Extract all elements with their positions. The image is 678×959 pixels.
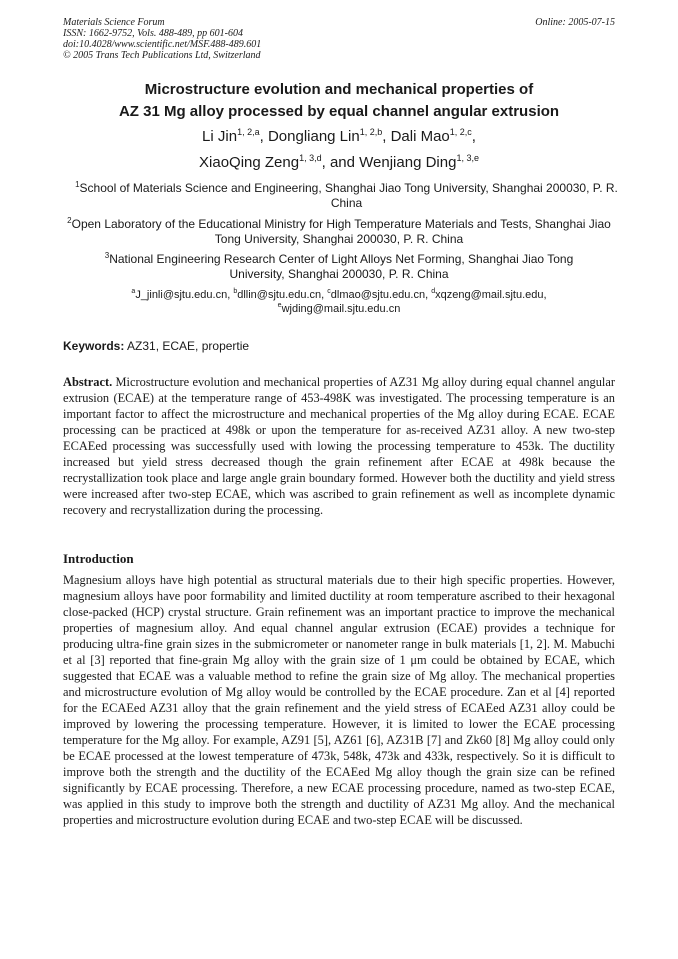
author-sup: 1, 3,d <box>299 153 322 163</box>
email-sup: b <box>233 288 238 295</box>
journal-header <box>63 17 261 61</box>
issn: ISSN: 1662-9752, Vols. 488-489, pp 601-604 <box>63 28 243 39</box>
online-date: Online: 2005-07-15 <box>535 17 615 28</box>
affiliation-text: School of Materials Science and Engineering, Shanghai Jiao Tong University, Shanghai 200030, P. R. China <box>79 181 618 210</box>
affiliation-text: National Engineering Research Center of Light Alloys Net Forming, Shanghai Jiao Tong University, Shanghai 200030, P. R. China <box>109 252 574 281</box>
email-link[interactable]: wjding@mail.sjtu.edu.cn <box>281 303 401 315</box>
abstract <box>63 374 615 518</box>
title-line-1: Microstructure evolution and mechanical properties of <box>144 81 534 98</box>
author-name: Dali Mao <box>390 128 450 145</box>
author-sup: 1, 3,e <box>456 153 479 163</box>
email-sup: c <box>327 288 331 295</box>
abstract-text: Microstructure evolution and mechanical properties of AZ31 Mg alloy during equal channel angular extrusion (ECAE) at the temperature range of 453-498K was investigated. The processing temperature is an important factor to affect the microstructure and mechanical properties of the Mg alloy during ECAE. ECAE processing can be practiced at 498k or upon the temperature for as-received AZ31 alloy. A new two-step ECAEed processing was successfully used with lowing the processing temperature to 453k. The ductility increased but yield stress decreased though the grain refinement after ECAE at 498k because the recrystallization took place and large angle grain boundary formed. However both the ductility and yield stress were increased after two-step ECAE, which was ascribed to grain refinement as well as incomplete dynamic recovery and recrystallization during the processing. <box>63 375 615 517</box>
author-name: Li Jin <box>202 128 238 145</box>
affiliation-sup: 3 <box>104 251 110 260</box>
author-sup: 1, 2,b <box>359 127 383 137</box>
email-sup: a <box>131 288 136 295</box>
doi: doi:10.4028/www.scientific.net/MSF.488-489.601 <box>63 39 262 50</box>
author-sup: 1, 2,a <box>237 127 260 137</box>
email-link[interactable]: xqzeng@mail.sjtu.edu, <box>435 289 547 301</box>
author-sep: , <box>259 128 268 145</box>
affiliation-text: Open Laboratory of the Educational Ministry for High Temperature Materials and Tests, Shanghai Jiao Tong University, Shanghai 200030, P. R. China <box>71 217 611 246</box>
keywords-text: AZ31, ECAE, propertie <box>124 339 250 353</box>
author-sep: , <box>471 128 476 145</box>
email-sup: e <box>277 302 282 309</box>
author-sup: 1, 2,c <box>449 127 472 137</box>
paper-title <box>40 80 638 121</box>
email-link[interactable]: dlmao@sjtu.edu.cn, <box>330 289 432 301</box>
introduction-text: Magnesium alloys have high potential as structural materials due to their high specific properties. However, magnesium alloys have poor formability and limited ductility at room temperature ascribed to their hexagonal close-packed (HCP) crystal structure. Grain refinement was an important practice to improve the mechanical properties of magnesium alloy. And equal channel angular extrusion (ECAE) provides a technique for producing ultra-fine grain sizes in the submicrometer or nanometer range in bulk materials [1, 2]. M. Mabuchi et al [3] reported that fine-grain Mg alloy with the grain size of 1 μm could be obtained by ECAE, which suggested that ECAE was a valuable method to refine the grain size of Mg alloy. The mechanical properties and microstructure evolution of Mg alloy would be controlled by the ECAE procedure. Zan et al [4] reported for the ECAEed AZ31 alloy that the grain refinement and the yield stress of ECAEed AZ31 alloy could be improved by lowering the processing temperature. However, it is limited to lower the ECAE processing temperature for the Mg alloy. For example, AZ91 [5], AZ61 [6], AZ31B [7] and Zk60 [8] Mg alloy could only be ECAE processed at the lowest temperature of 473k, 548k, 473k and 433k, respectively. So it is difficult to improve both the strength and the ductility of the ECAEed Mg alloy though the grain size can be refined significantly by ECAE processing. Therefore, a new ECAE processing procedure, named as two-step ECAE, was applied in this study to improve both the strength and ductility of AZ31 Mg alloy. And the mechanical properties and microstructure evolution during ECAE and two-step ECAE will be discussed. <box>63 573 615 827</box>
copyright: © 2005 Trans Tech Publications Ltd, Switzerland <box>63 50 261 61</box>
keywords <box>63 339 249 353</box>
affiliation-sup: 1 <box>75 180 80 189</box>
introduction-heading: Introduction <box>63 551 134 566</box>
author-name: Dongliang Lin <box>267 128 360 145</box>
abstract-label: Abstract. <box>63 375 113 389</box>
email-sup: d <box>431 288 436 295</box>
affiliation-3 <box>88 252 590 282</box>
keywords-label: Keywords: <box>63 339 125 353</box>
title-line-2: AZ 31 Mg alloy processed by equal channel angular extrusion <box>118 103 560 120</box>
authors-line-1 <box>40 126 638 148</box>
email-link[interactable]: J_jinli@sjtu.edu.cn, <box>135 289 234 301</box>
author-sep: , <box>382 128 391 145</box>
affiliation-2 <box>63 217 615 247</box>
authors-line-2 <box>40 152 638 174</box>
journal-name: Materials Science Forum <box>63 17 165 28</box>
author-name: Wenjiang Ding <box>359 154 457 171</box>
affiliation-sup: 2 <box>67 216 72 225</box>
author-name: XiaoQing Zeng <box>199 154 300 171</box>
author-sep: , and <box>321 154 360 171</box>
author-emails <box>80 288 598 316</box>
email-link[interactable]: dllin@sjtu.edu.cn, <box>237 289 328 301</box>
affiliation-1 <box>74 181 619 211</box>
